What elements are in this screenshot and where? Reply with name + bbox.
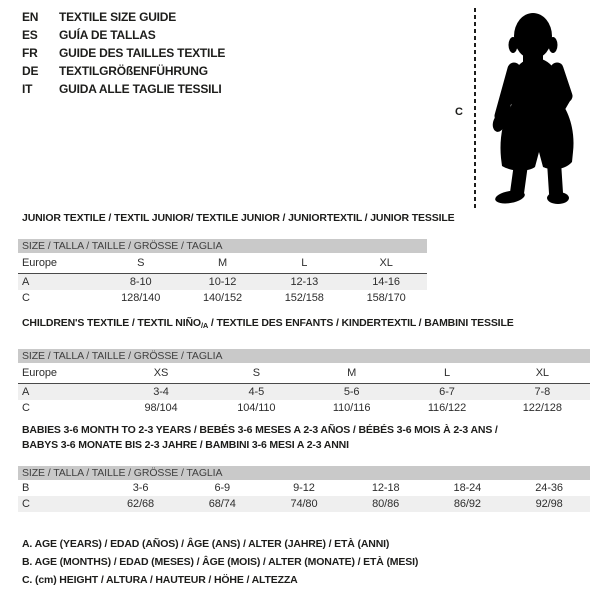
table-cell: 10-12 [208, 276, 237, 288]
table-cell: M [182, 253, 264, 274]
table-row-age [18, 274, 427, 291]
row-label: A [22, 386, 30, 398]
table-cell: 158/170 [366, 292, 406, 304]
language-code: EN [22, 10, 39, 24]
table-row-height [18, 290, 427, 306]
table-cell: 104/110 [237, 402, 276, 414]
table-cell: S [100, 253, 182, 274]
table-cell: L [399, 363, 494, 384]
table-cell: L [263, 253, 345, 274]
row-label: Europe [18, 363, 113, 384]
table-row-europe [18, 363, 590, 384]
table-cell: 74/80 [290, 498, 318, 510]
language-code: FR [22, 46, 38, 60]
language-title: GUIDA ALLE TAGLIE TESSILI [59, 82, 222, 96]
title-text: / TEXTILE DES ENFANTS / KINDERTEXTIL / BAMBINI TESSILE [208, 317, 514, 329]
row-label: C [22, 498, 30, 510]
row-label: B [22, 482, 30, 494]
table-cell: 68/74 [208, 498, 236, 510]
table-cell: 8-10 [129, 276, 152, 288]
table-cell: 92/98 [535, 498, 563, 510]
table-cell: 12-18 [371, 482, 400, 494]
table-cell: 128/140 [121, 292, 161, 304]
language-row-en [22, 8, 225, 26]
table-cell: 14-16 [372, 276, 400, 288]
table-cell: 3-6 [132, 482, 149, 494]
table-cell: XS [113, 363, 208, 384]
title-line-2: BABYS 3-6 MONATE BIS 2-3 JAHRE / BAMBINI 3-6 MESI A 2-3 ANNI [22, 439, 349, 451]
table-cell: 116/122 [427, 402, 467, 414]
table-cell: 152/158 [284, 292, 324, 304]
table-cell: S [209, 363, 304, 384]
footnote-c: C. (cm) HEIGHT / ALTURA / HAUTEUR / HÖHE / ALTEZZA [22, 574, 298, 586]
language-row-it [22, 80, 225, 98]
table-cell: 24-36 [535, 482, 563, 494]
table-row-age-months [18, 480, 590, 496]
row-label: C [22, 402, 30, 414]
title-text: CHILDREN'S TEXTILE / TEXTIL NIÑO [22, 317, 201, 329]
table-cell: 18-24 [453, 482, 482, 494]
language-title: GUIDE DES TAILLES TEXTILE [59, 46, 226, 60]
table-row-height [18, 496, 590, 512]
language-code: DE [22, 64, 39, 78]
babies-table-title [22, 423, 498, 453]
table-cell: 6-9 [214, 482, 231, 494]
table-cell: 6-7 [439, 386, 455, 398]
size-header-band: SIZE / TALLA / TAILLE / GRÖSSE / TAGLIA [18, 239, 427, 253]
height-measure-line [474, 8, 476, 208]
table-cell: XL [345, 253, 427, 274]
table-cell: 80/86 [372, 498, 400, 510]
language-list [22, 8, 225, 98]
title-line-1: BABIES 3-6 MONTH TO 2-3 YEARS / BEBÉS 3-6 MESES A 2-3 AÑOS / BÉBÉS 3-6 MOIS À 2-3 ANS / [22, 424, 498, 436]
table-row-age [18, 384, 590, 401]
language-title: TEXTILE SIZE GUIDE [59, 10, 177, 24]
language-code: ES [22, 28, 38, 42]
children-table [18, 349, 590, 416]
table-cell: 62/68 [127, 498, 155, 510]
language-title: TEXTILGRÖßENFÜHRUNG [59, 64, 208, 78]
row-label: Europe [18, 253, 100, 274]
size-header-band: SIZE / TALLA / TAILLE / GRÖSSE / TAGLIA [18, 349, 590, 363]
table-cell: 98/104 [144, 402, 178, 414]
table-cell: 110/116 [332, 402, 371, 414]
junior-table [18, 239, 427, 306]
table-cell: 3-4 [153, 386, 169, 398]
table-cell: 7-8 [534, 386, 551, 398]
table-cell: XL [495, 363, 590, 384]
footnote-b: B. AGE (MONTHS) / EDAD (MESES) / ÂGE (MOIS) / ALTER (MONATE) / ETÀ (MESI) [22, 556, 419, 568]
table-cell: 140/152 [202, 292, 243, 304]
row-label: C [22, 292, 30, 304]
table-cell: 86/92 [453, 498, 481, 510]
table-row-europe [18, 253, 427, 274]
footnotes [22, 535, 418, 589]
children-table-title [22, 317, 514, 330]
junior-table-title: JUNIOR TEXTILE / TEXTIL JUNIOR/ TEXTILE JUNIOR / JUNIORTEXTIL / JUNIOR TESSILE [22, 212, 455, 224]
table-row-height [18, 400, 590, 416]
toddler-silhouette-icon [486, 6, 586, 206]
language-row-fr [22, 44, 225, 62]
title-subscript: /A [200, 321, 209, 330]
size-header-band: SIZE / TALLA / TAILLE / GRÖSSE / TAGLIA [18, 466, 590, 480]
footnote-a: A. AGE (YEARS) / EDAD (AÑOS) / ÂGE (ANS) / ALTER (JAHRE) / ETÀ (ANNI) [22, 538, 390, 550]
babies-table [18, 466, 590, 512]
table-cell: 12-13 [290, 276, 319, 288]
height-measure-label: C [455, 106, 463, 118]
table-cell: 122/128 [522, 402, 562, 414]
language-code: IT [22, 82, 33, 96]
table-cell: 5-6 [343, 386, 360, 398]
table-cell: 4-5 [248, 386, 265, 398]
table-cell: 9-12 [293, 482, 315, 494]
language-title: GUÍA DE TALLAS [59, 28, 156, 42]
row-label: A [22, 276, 30, 288]
table-cell: M [304, 363, 399, 384]
language-row-es [22, 26, 225, 44]
language-row-de [22, 62, 225, 80]
